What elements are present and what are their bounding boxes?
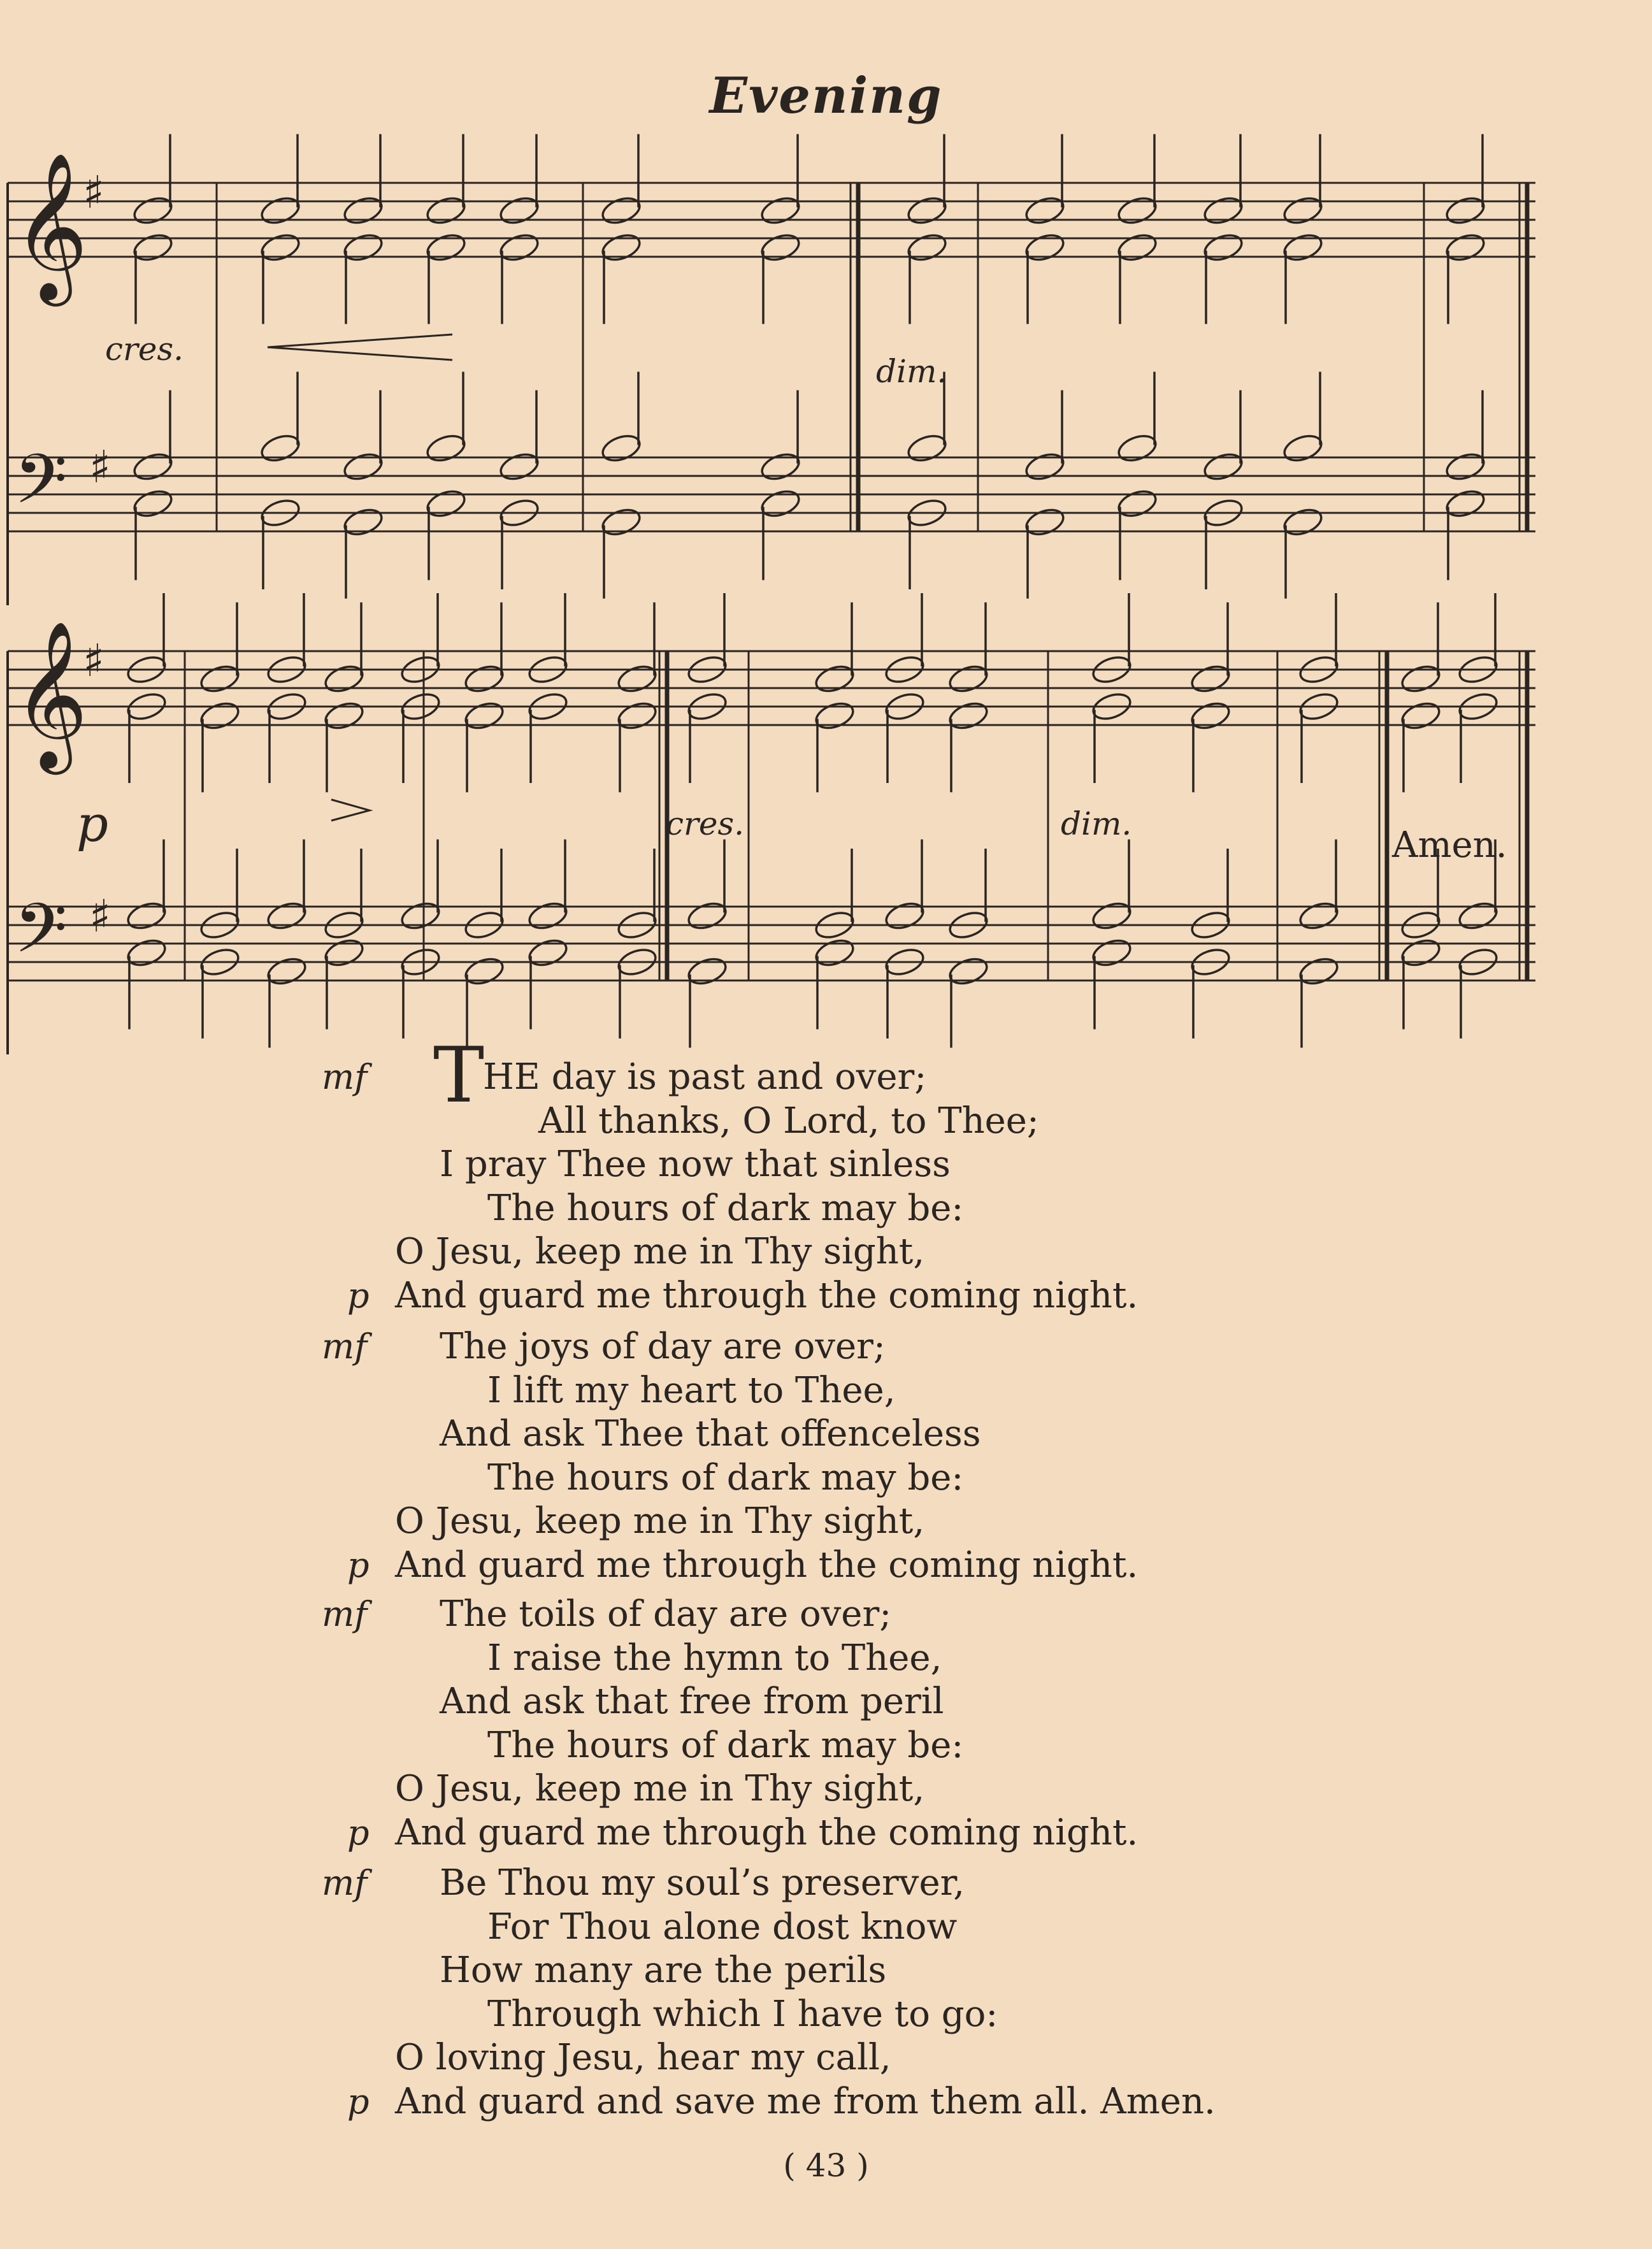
- dim-marking-2: dim.: [1061, 805, 1132, 842]
- verse-text: Be Thou my soul’s preserver,: [440, 1862, 965, 1904]
- note-head: [1116, 431, 1159, 464]
- note-head: [498, 450, 541, 483]
- note-head: [125, 899, 168, 932]
- note-head: [1023, 231, 1067, 264]
- verse-line: [395, 2036, 891, 2080]
- verse-text: And guard and save me from them all. Amen.: [395, 2080, 1216, 2122]
- verse-text: I raise the hymn to Thee,: [487, 1637, 942, 1679]
- dim-marking-1: dim.: [876, 353, 947, 390]
- dynamic-mark: mf: [322, 1057, 368, 1097]
- note-head: [131, 231, 175, 264]
- treble-clef-icon: 𝄞: [13, 152, 89, 300]
- note-head: [341, 450, 385, 483]
- note-head: [463, 699, 506, 732]
- verse-line: [440, 1949, 886, 1992]
- note-head: [424, 431, 468, 464]
- note-head: [424, 231, 468, 264]
- note-head: [1189, 662, 1232, 695]
- note-head: [198, 699, 241, 732]
- note-head: [1023, 505, 1067, 538]
- note-head: [1281, 505, 1325, 538]
- note-head: [759, 450, 802, 483]
- verse-text: The joys of day are over;: [440, 1326, 886, 1367]
- note-head: [1023, 450, 1067, 483]
- bass-clef-icon: 𝄢: [14, 888, 68, 985]
- verse-text: And guard me through the coming night.: [395, 1274, 1138, 1316]
- verse-text: The hours of dark may be:: [487, 1724, 964, 1766]
- note-head: [526, 899, 570, 932]
- note-head: [1297, 899, 1340, 932]
- page-number: ( 43 ): [783, 2147, 869, 2184]
- note-head: [424, 487, 468, 520]
- verse-text: O loving Jesu, hear my call,: [395, 2037, 891, 2078]
- note-head: [759, 487, 802, 520]
- piano-marking: p: [76, 796, 108, 853]
- dynamic-mark: p: [347, 1544, 370, 1585]
- note-head: [615, 662, 659, 695]
- verse-line: [440, 1862, 965, 1905]
- note-head: [1444, 194, 1487, 227]
- note-head: [1116, 194, 1159, 227]
- note-head: [905, 431, 949, 464]
- note-head: [198, 662, 241, 695]
- dynamic-mark: p: [347, 2081, 370, 2122]
- note-head: [813, 699, 856, 732]
- verse-text: Through which I have to go:: [487, 1993, 998, 2035]
- verse-text: All thanks, O Lord, to Thee;: [538, 1100, 1039, 1142]
- sharp-icon: ♯: [83, 635, 104, 687]
- note-head: [600, 194, 643, 227]
- note-head: [322, 936, 366, 969]
- verse-text: The hours of dark may be:: [487, 1187, 964, 1229]
- amen-label: Amen.: [1392, 824, 1507, 866]
- verse-line: [440, 1325, 886, 1369]
- note-head: [1116, 231, 1159, 264]
- note-head: [341, 505, 385, 538]
- verse-text: HE day is past and over;: [483, 1056, 927, 1098]
- verse-line: [395, 1544, 1138, 1587]
- verse-line: [487, 1187, 963, 1230]
- note-head: [322, 699, 366, 732]
- note-head: [399, 899, 442, 932]
- note-head: [265, 954, 308, 988]
- note-head: [1444, 487, 1487, 520]
- note-head: [1202, 194, 1245, 227]
- verse-line: [440, 1412, 981, 1456]
- verse-line: [395, 2080, 1216, 2123]
- note-head: [1090, 936, 1133, 969]
- hymn-title: Evening: [709, 67, 943, 125]
- crescendo-hairpin: [268, 334, 452, 360]
- note-head: [259, 431, 302, 464]
- note-head: [463, 954, 506, 988]
- note-head: [813, 662, 856, 695]
- sharp-icon: ♯: [89, 890, 111, 942]
- verse-line: [440, 1593, 891, 1636]
- cres-marking-2: cres.: [666, 805, 745, 842]
- verse-text: And guard me through the coming night.: [395, 1811, 1138, 1853]
- note-head: [759, 231, 802, 264]
- dynamic-mark: p: [347, 1275, 370, 1316]
- music-score: [0, 0, 1652, 1083]
- note-head: [131, 194, 175, 227]
- note-head: [265, 899, 308, 932]
- dynamic-mark: mf: [322, 1863, 368, 1903]
- bass-clef-icon: 𝄢: [14, 439, 68, 536]
- verse-text: How many are the perils: [440, 1950, 887, 1991]
- note-head: [131, 487, 175, 520]
- verse-line: [440, 1143, 951, 1186]
- verse-line: [487, 1906, 957, 1949]
- sharp-icon: ♯: [83, 166, 104, 219]
- note-head: [759, 194, 802, 227]
- drop-cap: T: [433, 1031, 485, 1120]
- note-head: [600, 505, 643, 538]
- verse-line: [395, 1767, 924, 1811]
- note-head: [1116, 487, 1159, 520]
- note-head: [1281, 194, 1325, 227]
- cres-marking-1: cres.: [105, 331, 184, 368]
- note-head: [322, 662, 366, 695]
- note-head: [1281, 431, 1325, 464]
- note-head: [947, 699, 990, 732]
- note-head: [1444, 450, 1487, 483]
- note-head: [131, 450, 175, 483]
- note-head: [1023, 194, 1067, 227]
- verse-line: [395, 1274, 1138, 1318]
- verse-text: O Jesu, keep me in Thy sight,: [395, 1500, 925, 1542]
- note-head: [1399, 936, 1442, 969]
- note-head: [1090, 899, 1133, 932]
- verse-line: [395, 1230, 924, 1274]
- dynamic-mark: mf: [322, 1326, 368, 1367]
- note-head: [905, 231, 949, 264]
- verse-text: O Jesu, keep me in Thy sight,: [395, 1231, 925, 1272]
- accent-mark: [331, 800, 370, 821]
- verse-line: [487, 1637, 942, 1680]
- note-head: [1456, 899, 1500, 932]
- verse-text: And guard me through the coming night.: [395, 1544, 1138, 1586]
- note-head: [905, 194, 949, 227]
- verse-line: [487, 1456, 963, 1500]
- verse-text: The hours of dark may be:: [487, 1456, 964, 1498]
- sharp-icon: ♯: [89, 441, 111, 493]
- verse-line: [433, 1031, 927, 1120]
- note-head: [526, 936, 570, 969]
- note-head: [498, 231, 541, 264]
- verse-text: The toils of day are over;: [440, 1593, 892, 1635]
- note-head: [1399, 662, 1442, 695]
- verse-line: [487, 1993, 998, 2036]
- verse-text: O Jesu, keep me in Thy sight,: [395, 1768, 925, 1809]
- note-head: [947, 662, 990, 695]
- note-head: [947, 954, 990, 988]
- note-head: [1399, 699, 1442, 732]
- note-head: [1281, 231, 1325, 264]
- verse-line: [538, 1100, 1039, 1143]
- verse-line: [487, 1724, 963, 1767]
- note-head: [424, 194, 468, 227]
- note-head: [1444, 231, 1487, 264]
- note-head: [883, 899, 926, 932]
- verse-text: I lift my heart to Thee,: [487, 1369, 896, 1411]
- note-head: [813, 936, 856, 969]
- note-head: [600, 231, 643, 264]
- note-head: [341, 194, 385, 227]
- verse-line: [440, 1680, 944, 1723]
- verse-text: And ask that free from peril: [440, 1681, 944, 1722]
- note-head: [1189, 699, 1232, 732]
- note-head: [1297, 954, 1340, 988]
- verse-line: [395, 1811, 1138, 1855]
- dynamic-mark: p: [347, 1812, 370, 1853]
- note-head: [1202, 231, 1245, 264]
- verse-text: I pray Thee now that sinless: [440, 1144, 951, 1185]
- dynamic-mark: mf: [322, 1594, 368, 1634]
- note-head: [259, 194, 302, 227]
- note-head: [498, 194, 541, 227]
- note-head: [686, 899, 729, 932]
- verse-text: And ask Thee that offenceless: [440, 1413, 981, 1455]
- verse-line: [487, 1369, 896, 1412]
- note-head: [686, 954, 729, 988]
- note-head: [341, 231, 385, 264]
- verse-line: [395, 1500, 924, 1543]
- note-head: [259, 231, 302, 264]
- note-head: [463, 662, 506, 695]
- treble-clef-icon: 𝄞: [13, 620, 89, 768]
- note-head: [615, 699, 659, 732]
- note-head: [600, 431, 643, 464]
- verse-text: For Thou alone dost know: [487, 1906, 958, 1948]
- note-head: [125, 936, 168, 969]
- note-head: [1202, 450, 1245, 483]
